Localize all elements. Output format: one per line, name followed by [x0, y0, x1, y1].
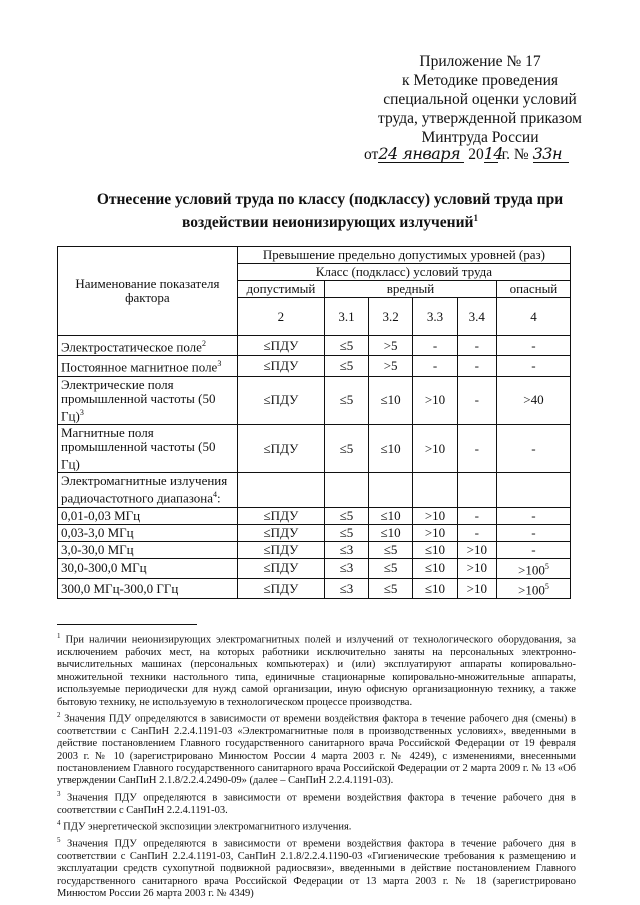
class-2: 2	[237, 298, 324, 336]
handwritten-date: 24 января	[378, 146, 464, 163]
table-cell: >5	[368, 336, 412, 356]
table-cell: -	[457, 336, 496, 356]
table-cell: ≤10	[368, 376, 412, 424]
factor-name: 3,0-30,0 МГц	[58, 541, 238, 558]
handwritten-number: 33н	[533, 146, 569, 163]
appendix-line: специальной оценки условий	[383, 91, 577, 108]
section-row	[58, 473, 571, 507]
table-cell: ≤5	[325, 356, 369, 376]
table-cell: ≤ПДУ	[237, 524, 324, 541]
order-number-label: г. №	[501, 146, 529, 163]
section-name: Электромагнитные излучения радиочастотного диапазона$^4$:	[58, 473, 238, 507]
group-allowed: допустимый	[237, 281, 324, 298]
table-cell: ≤ПДУ	[237, 336, 324, 356]
class-3-3: 3.3	[413, 298, 457, 336]
table-cell: >10	[413, 376, 457, 424]
table-cell: ≤5	[368, 541, 412, 558]
table-cell: >10	[457, 578, 496, 598]
appendix-line: к Методике проведения	[402, 72, 558, 89]
table-cell: >10	[457, 558, 496, 578]
factor-name: Электростатическое поле$^2$	[58, 336, 238, 356]
table-cell: -	[457, 376, 496, 424]
class-3-2: 3.2	[368, 298, 412, 336]
table-cell: ≤ПДУ	[237, 507, 324, 524]
table-cell: >10	[457, 541, 496, 558]
table-cell: -	[496, 507, 570, 524]
classification-table	[57, 246, 571, 599]
table-row	[58, 356, 571, 376]
table-row	[58, 558, 571, 578]
footnote: $^5$ Значения ПДУ определяются в зависимости от времени воздействия фактора в течение рабочего дня в соответствии с СанПиН 2.2.4.1191-03, СанПиН 2.1.8/2.2.4.1190-03 «Гигиенические требования к размещению и эксплуатации средств сухопутной подвижной радиосвязи», введенными в действие постановлением Главного государственного санитарного врача Российской Федерации от 13 марта 2003 г. № 18 (зарегистрировано Минюстом России 26 марта 2003 г. № 4349)	[57, 836, 576, 900]
table-cell: ≤10	[413, 578, 457, 598]
table-cell: -	[457, 356, 496, 376]
class-4: 4	[496, 298, 570, 336]
document-title	[52, 190, 608, 232]
table-cell: ≤ПДУ	[237, 578, 324, 598]
table-cell: ≤5	[325, 507, 369, 524]
table-cell: ≤ПДУ	[237, 541, 324, 558]
table-row	[58, 336, 571, 356]
table-cell: -	[457, 424, 496, 472]
appendix-line: Минтруда России	[421, 129, 539, 146]
class-3-1: 3.1	[325, 298, 369, 336]
table-cell: ≤5	[368, 558, 412, 578]
excess-header: Превышение предельно допустимых уровней (раз)	[237, 247, 570, 264]
factor-name: Магнитные поля промышленной частоты (50 Гц)	[58, 424, 238, 472]
table-cell: >10	[413, 524, 457, 541]
factor-name: Постоянное магнитное поле$^3$	[58, 356, 238, 376]
table-cell: >10	[413, 424, 457, 472]
order-reference	[364, 146, 614, 164]
footnote-divider	[57, 624, 197, 625]
table-cell: -	[496, 356, 570, 376]
table-cell: >40	[496, 376, 570, 424]
table-cell: ≤5	[325, 524, 369, 541]
table-row	[58, 376, 571, 424]
factor-name: 30,0-300,0 МГц	[58, 558, 238, 578]
table-cell: ≤10	[368, 507, 412, 524]
table-cell: -	[496, 524, 570, 541]
appendix-line: труда, утвержденной приказом	[378, 110, 582, 127]
table-cell: ≤10	[368, 524, 412, 541]
table-cell: ≤5	[325, 424, 369, 472]
group-dangerous: опасный	[496, 281, 570, 298]
table-cell: -	[413, 336, 457, 356]
table-row	[58, 424, 571, 472]
table-cell: ≤10	[368, 424, 412, 472]
table-cell: >5	[368, 356, 412, 376]
table-cell: ≤5	[325, 336, 369, 356]
appendix-line: Приложение № 17	[419, 53, 541, 70]
factor-name: 0,03-3,0 МГц	[58, 524, 238, 541]
table-cell: -	[496, 424, 570, 472]
table-row	[58, 524, 571, 541]
title-text: Отнесение условий труда по классу (подклассу) условий труда при воздействии неионизирующих излучений	[96, 191, 564, 232]
table-cell: -	[457, 507, 496, 524]
footnote: $^1$ При наличии неионизирующих электромагнитных полей и излучений от технологического оборудования, за исключением рабочих мест, на которых работники исключительно заняты на персональных электронно-вычислительных машинах (персональных компьютерах) и (или) эксплуатируют аппараты копировально-множительной техники настольного типа, единичные стационарные копировально-множительные аппараты, используемые периодически для нужд самой организации, иную офисную организационную технику, а также бытовую технику, не используемую в технологическом процессе производства.	[57, 632, 576, 708]
appendix-header	[360, 52, 600, 147]
footnote: $^2$ Значения ПДУ определяются в зависимости от времени воздействия фактора в течение рабочего дня (смены) в соответствии с СанПиН 2.2.4.1191-03 «Электромагнитные поля в производственных условиях», введенными в действие постановлением Главного государственного санитарного врача Российской Федерации от 19 февраля 2003 г. № 10 (зарегистрировано Минюстом России 4 марта 2003 г. № 4249), с изменениями, внесенными постановлением Главного государственного санитарного врача Российской Федерации от 2 марта 2009 г. № 13 «Об утверждении СанПиН 2.1.8/2.2.4.2490-09» (далее – СанПиН 2.2.4.1191-03).	[57, 710, 576, 787]
table-cell: ≤3	[325, 541, 369, 558]
table-row	[58, 507, 571, 524]
table-row	[58, 541, 571, 558]
table-cell: ≤ПДУ	[237, 424, 324, 472]
order-year-prefix: 20	[468, 146, 484, 163]
table-cell: ≤ПДУ	[237, 376, 324, 424]
factor-header: Наименование показателя фактора	[58, 247, 238, 336]
class-header: Класс (подкласс) условий труда	[237, 264, 570, 281]
group-harmful: вредный	[325, 281, 497, 298]
table-row	[58, 578, 571, 598]
table-cell: >10	[413, 507, 457, 524]
table-cell: ≤ПДУ	[237, 356, 324, 376]
table-cell: ≤5	[368, 578, 412, 598]
table-cell: ≤3	[325, 578, 369, 598]
order-prefix: от	[364, 146, 379, 163]
class-3-4: 3.4	[457, 298, 496, 336]
table-cell: ≤3	[325, 558, 369, 578]
factor-name: 300,0 МГц-300,0 ГГц	[58, 578, 238, 598]
factor-name: 0,01-0,03 МГц	[58, 507, 238, 524]
footnote: $^4$ ПДУ энергетической экспозиции электромагнитного излучения.	[57, 819, 352, 833]
table-cell: ≤10	[413, 541, 457, 558]
table-cell: -	[413, 356, 457, 376]
handwritten-year: 14	[483, 144, 504, 163]
table-cell: -	[496, 336, 570, 356]
factor-name: Электрические поля промышленной частоты (50 Гц)$^3$	[58, 376, 238, 424]
table-cell: -	[496, 541, 570, 558]
table-cell: ≤5	[325, 376, 369, 424]
table-cell: $>100^5$	[496, 558, 570, 578]
table-cell: ≤ПДУ	[237, 558, 324, 578]
footnote-ref: 1	[473, 213, 478, 223]
footnotes	[57, 630, 576, 901]
table-cell: $>100^5$	[496, 578, 570, 598]
table-cell: ≤10	[413, 558, 457, 578]
footnote: $^3$ Значения ПДУ определяются в зависимости от времени воздействия фактора в течение рабочего дня в соответствии с СанПиН 2.2.4.1191-03.	[57, 789, 576, 816]
table-cell: -	[457, 524, 496, 541]
